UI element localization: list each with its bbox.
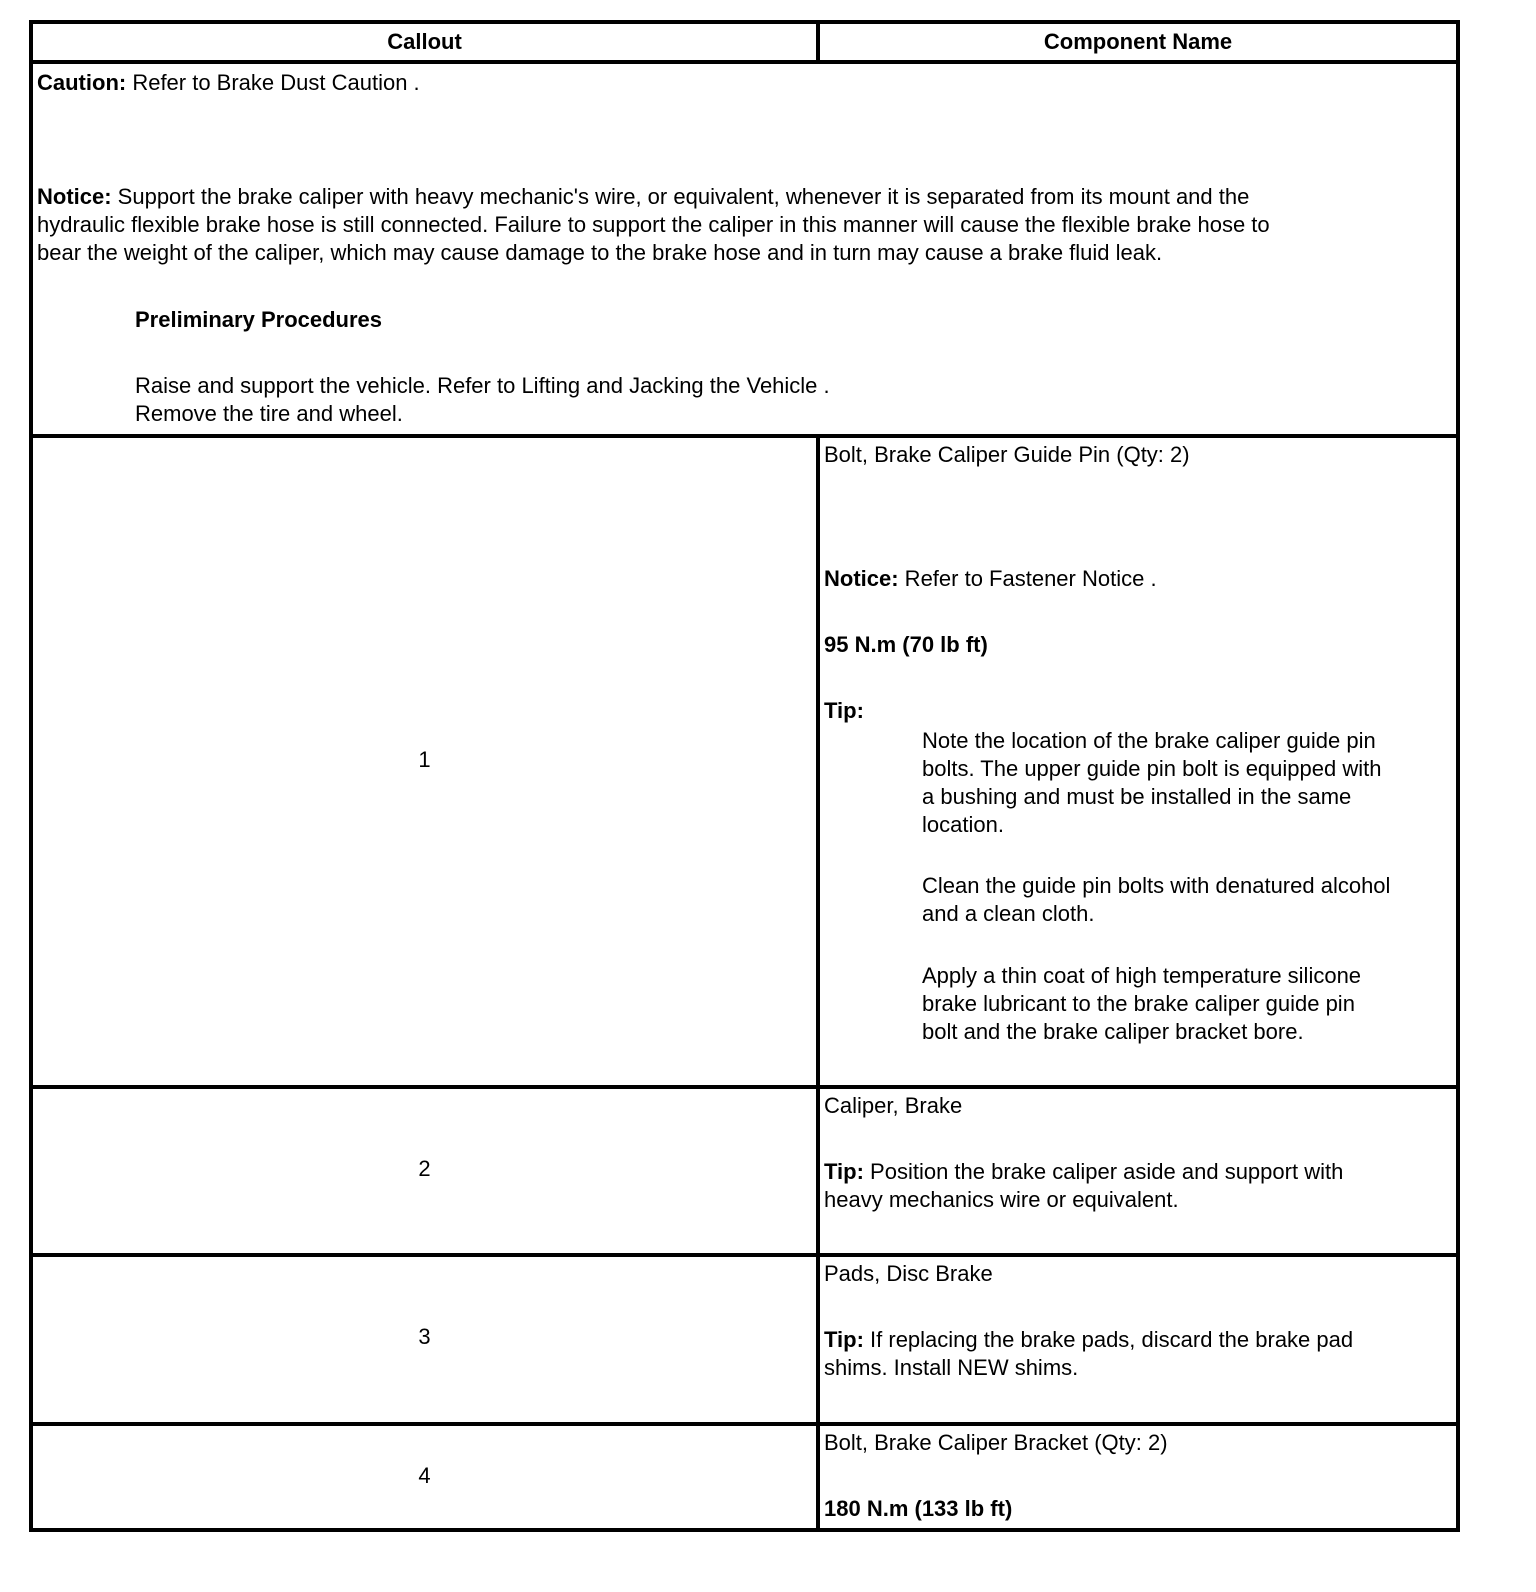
row1-tip1-line1: Note the location of the brake caliper guide pin	[922, 728, 1376, 753]
preliminary-step-1: Raise and support the vehicle. Refer to Lifting and Jacking the Vehicle .	[135, 373, 830, 398]
row1-tip1-line4: location.	[922, 812, 1004, 837]
row1-notice-label: Notice:	[824, 566, 899, 591]
row3-tip-line2: shims. Install NEW shims.	[824, 1355, 1079, 1380]
callout-3: 3	[418, 1324, 431, 1349]
callout-1: 1	[418, 747, 431, 772]
notice-line-2: hydraulic flexible brake hose is still connected. Failure to support the caliper in this manner will cause the flexible brake hose to	[37, 212, 1270, 237]
row3-tip-label: Tip:	[824, 1327, 864, 1352]
row1-tip3-line3: bolt and the brake caliper bracket bore.	[922, 1019, 1304, 1044]
component-name-2: Caliper, Brake	[824, 1093, 963, 1118]
notice-text-1: Support the brake caliper with heavy mechanic's wire, or equivalent, whenever it is separated from its mount and the	[111, 184, 1250, 209]
row2-tip-text: Position the brake caliper aside and support with	[863, 1159, 1344, 1184]
header-component-name: Component Name	[1043, 29, 1233, 54]
row1-tip1-line3: a bushing and must be installed in the same	[922, 784, 1352, 809]
column-divider	[816, 434, 820, 1528]
preliminary-step-2: Remove the tire and wheel.	[135, 401, 403, 426]
row1-torque: 95 N.m (70 lb ft)	[824, 632, 988, 657]
row1-tip3-line2: brake lubricant to the brake caliper guide pin	[922, 991, 1355, 1016]
row-divider-3	[33, 1422, 1456, 1426]
row1-notice-text: Refer to Fastener Notice .	[898, 566, 1157, 591]
header-divider	[33, 60, 1456, 64]
procedure-table	[29, 20, 1460, 1532]
callout-2: 2	[418, 1156, 431, 1181]
caution-line	[37, 69, 420, 97]
preliminary-title: Preliminary Procedures	[135, 307, 383, 332]
row2-tip-label: Tip:	[824, 1159, 864, 1184]
component-name-3: Pads, Disc Brake	[824, 1261, 993, 1286]
row1-tip3-line1: Apply a thin coat of high temperature silicone	[922, 963, 1362, 988]
caution-text: Refer to Brake Dust Caution .	[126, 70, 420, 95]
component-name-1: Bolt, Brake Caliper Guide Pin (Qty: 2)	[824, 442, 1190, 467]
row3-tip-line1	[824, 1326, 1353, 1354]
notice-label: Notice:	[37, 184, 112, 209]
row4-torque: 180 N.m (133 lb ft)	[824, 1496, 1013, 1521]
row-divider-2	[33, 1253, 1456, 1257]
callout-4: 4	[418, 1463, 431, 1488]
row3-tip-text: If replacing the brake pads, discard the brake pad	[863, 1327, 1354, 1352]
row1-tip2-line1: Clean the guide pin bolts with denatured alcohol	[922, 873, 1391, 898]
caution-label: Caution:	[37, 70, 127, 95]
row2-tip-line1	[824, 1158, 1343, 1186]
row1-tip-label: Tip:	[824, 698, 864, 723]
header-callout: Callout	[387, 29, 462, 54]
row1-tip1-line2: bolts. The upper guide pin bolt is equipped with	[922, 756, 1382, 781]
row1-notice	[824, 565, 1157, 593]
intro-divider	[33, 434, 1456, 438]
notice-line-1	[37, 183, 1249, 211]
row2-tip-line2: heavy mechanics wire or equivalent.	[824, 1187, 1179, 1212]
notice-line-3: bear the weight of the caliper, which may cause damage to the brake hose and in turn may cause a brake fluid leak.	[37, 240, 1163, 265]
row1-tip2-line2: and a clean cloth.	[922, 901, 1095, 926]
component-name-4: Bolt, Brake Caliper Bracket (Qty: 2)	[824, 1430, 1168, 1455]
row-divider-1	[33, 1085, 1456, 1089]
